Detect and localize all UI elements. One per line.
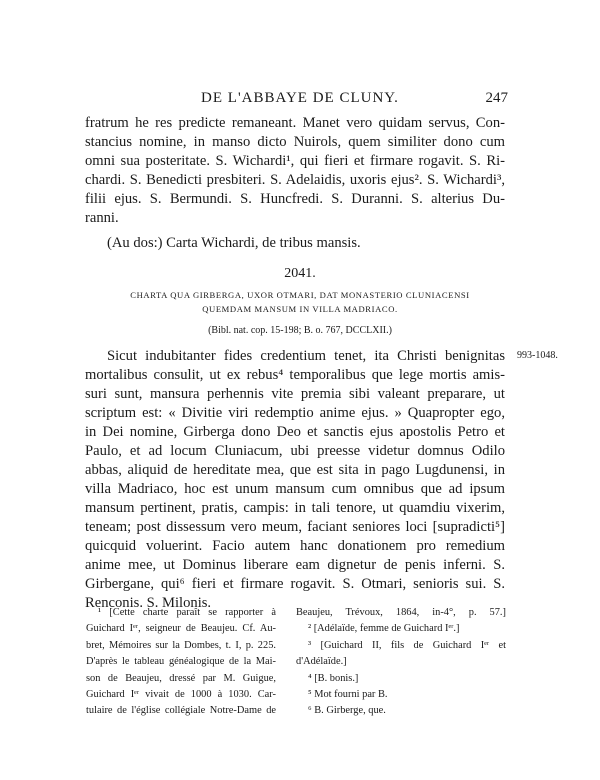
footnote-line: ² [Adélaïde, femme de Guichard Iᵉʳ.] (308, 623, 460, 635)
running-title: DE L'ABBAYE DE CLUNY. (201, 90, 399, 106)
footnote-line: Guichard Iᵉʳ, seigneur de Beaujeu. Cf. Au- (86, 623, 276, 635)
text-line: teneam; post dissessum vero meum, faciant seniores loci [supradicti⁵] (85, 519, 505, 535)
dorse-note: (Au dos:) Carta Wichardi, de tribus mansis. (107, 235, 361, 251)
footnote-line: ⁴ [B. bonis.] (308, 672, 359, 684)
text-line: mortalibus consulit, ut ex rebus⁴ temporalibus que lege mortis amis- (85, 367, 505, 383)
text-line: Girbergane, qui⁶ fieri et firmare rogavit. S. Otmari, senioris sui. S. (85, 576, 505, 592)
text-line: scriptum est: « Divitie viri redemptio anime ejus. » Quapropter ego, (85, 405, 505, 421)
footnote-line: D'après le tableau généalogique de la Mai- (86, 656, 276, 668)
footnote-line: Guichard Iᵉʳ vivait de 1000 à 1030. Car- (86, 689, 276, 701)
text-line: villa Madriaco, hoc est unum mansum cum omnibus que ad ipsum (85, 481, 505, 497)
footnote-line: son de Beaujeu, dressé par M. Guigue, (86, 672, 276, 684)
text-line: stancius nomine, in manso dicto Nuirols, quem similiter dono cum (85, 134, 505, 150)
charter-heading-line: CHARTA QUA GIRBERGA, UXOR OTMARI, DAT MONASTERIO CLUNIACENSI (130, 290, 470, 300)
text-line: in Dei nomine, Girberga dono Deo et sanctis ejus apostolis Petro et (85, 424, 505, 440)
footnotes-right-column (296, 605, 506, 720)
previous-charter-text (85, 114, 505, 253)
text-line: Paulo, et ad locum Cluniacum, ubi preesse videtur domnus Odilo (85, 443, 505, 459)
margin-date: 993-1048. (517, 350, 558, 361)
text-line: mansum pertinent, pratis, campis: in tali tenore, ut quamdiu vixerim, (85, 500, 505, 516)
footnote-line: ⁵ Mot fourni par B. (308, 689, 388, 701)
text-line: anime mee, ut Dominus liberare eam dignetur de penis inferni. S. (85, 557, 505, 573)
footnote-line: ³ [Guichard II, fils de Guichard Iᵉʳ et (308, 639, 506, 651)
footnote-line: d'Adélaïde.] (296, 656, 347, 668)
footnote-line: bret, Mémoires sur la Dombes, t. I, p. 225. (86, 639, 276, 651)
charter-source: (Bibl. nat. cop. 15-198; B. o. 767, DCCLXII.) (208, 325, 392, 336)
text-line: quicquid voluerint. Facio autem hanc donationem pro remedium (85, 538, 505, 554)
text-line: filii ejus. S. Bermundi. S. Huncfredi. S. Duranni. S. alterius Du- (85, 191, 505, 207)
text-line: fratrum he res predicte remaneant. Manet vero quidam servus, Con- (85, 115, 505, 131)
text-line: abbas, aliquid de hereditate mea, que est sita in pago Lugdunensi, in (85, 462, 505, 478)
page-number: 247 (485, 90, 508, 106)
text-line: omni sua posteritate. S. Wichardi¹, qui fieri et firmare rogavit. S. Ri- (85, 153, 505, 169)
charter-heading-line: QUEMDAM MANSUM IN VILLA MADRIACO. (202, 304, 398, 314)
text-line: Sicut indubitanter fides credentium tenet, ita Christi benignitas (107, 348, 505, 364)
charter-number: 2041. (284, 266, 316, 281)
footnote-line: ⁶ B. Girberge, que. (308, 705, 386, 717)
charter-text (85, 347, 505, 613)
footnotes-left-column (86, 605, 276, 720)
text-line: chardi. S. Benedicti presbiteri. S. Adelaidis, uxoris ejus². S. Wichardi³, (85, 172, 505, 188)
text-line: suri sunt, mansura perhennis vite premia sibi valeant preparare, ut (85, 386, 505, 402)
footnote-line: Beaujeu, Trévoux, 1864, in-4°, p. 57.] (296, 607, 506, 618)
footnote-line: ¹ [Cette charte paraît se rapporter à (98, 607, 276, 618)
text-line: ranni. (85, 210, 119, 226)
footnote-line: tulaire de l'église collégiale Notre-Dame de (86, 705, 276, 717)
text-line: Renconis. S. Milonis. (85, 595, 212, 611)
